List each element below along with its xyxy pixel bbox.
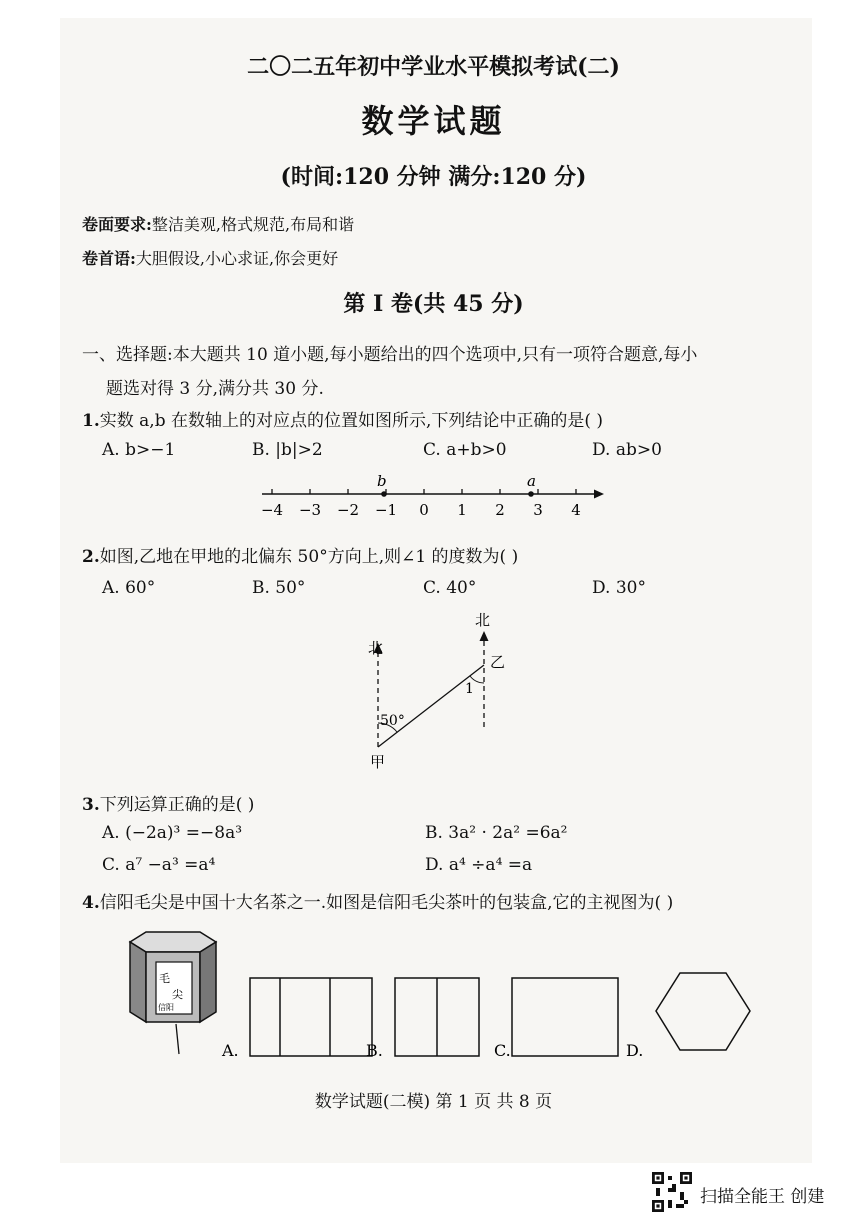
exam-header: 二〇二五年初中学业水平模拟考试(二)	[247, 54, 620, 80]
question-4	[82, 888, 673, 913]
angle-label-50: 50°	[380, 713, 405, 729]
section-title: 第 I 卷(共 45 分)	[343, 291, 524, 317]
q1-option-a[interactable]: A. b>−1	[102, 440, 176, 460]
tea-box-image	[130, 932, 216, 1054]
tea-box-figure	[0, 922, 867, 1062]
question-number: 4.	[82, 893, 100, 913]
paper-requirement	[82, 212, 354, 235]
question-stem: 如图,乙地在甲地的北偏东 50°方向上,则∠1 的度数为( )	[99, 547, 519, 567]
question-stem: 下列运算正确的是( )	[99, 795, 255, 815]
north-label-right: 北	[475, 611, 491, 629]
q1-option-c[interactable]: C. a+b>0	[423, 440, 507, 460]
question-number: 3.	[82, 795, 100, 815]
angle-label-1: 1	[465, 681, 474, 697]
number-line-tick-label: −3	[298, 501, 322, 519]
q2-option-d[interactable]: D. 30°	[592, 578, 646, 598]
requirement-label: 卷面要求:	[82, 215, 152, 234]
part1-instruction-line2: 题选对得 3 分,满分共 30 分.	[106, 379, 324, 399]
page-footer: 数学试题(二模) 第 1 页 共 8 页	[314, 1092, 553, 1112]
point-b-dot	[381, 491, 387, 497]
q3-option-d[interactable]: D. a⁴ ÷a⁴ =a	[425, 855, 533, 875]
box-text-jian: 尖	[172, 988, 183, 1001]
question-3	[82, 790, 254, 815]
point-a-dot	[528, 491, 534, 497]
motto-text: 大胆假设,小心求证,你会更好	[135, 249, 339, 268]
q2-option-c[interactable]: C. 40°	[423, 578, 477, 598]
q2-option-a[interactable]: A. 60°	[102, 578, 156, 598]
q2-option-b[interactable]: B. 50°	[252, 578, 306, 598]
question-stem: 实数 a,b 在数轴上的对应点的位置如图所示,下列结论中正确的是( )	[99, 411, 604, 431]
question-number: 2.	[82, 547, 100, 567]
view-c	[512, 978, 618, 1056]
scanner-watermark: 扫描全能王 创建	[700, 1187, 825, 1207]
north-label-left: 北	[368, 639, 384, 657]
q3-option-b[interactable]: B. 3a² · 2a² =6a²	[425, 823, 568, 843]
point-b-label: b	[377, 472, 387, 490]
question-1	[82, 406, 603, 431]
number-line-tick-label: 4	[571, 501, 581, 519]
view-d	[656, 973, 750, 1050]
bearing-line	[378, 665, 484, 747]
number-line-tick-label: 2	[495, 501, 505, 519]
number-line-arrow	[594, 490, 604, 499]
time-limit: (时间:120 分钟 满分:120 分)	[280, 164, 587, 190]
motto-label: 卷首语:	[82, 249, 136, 268]
q4-option-c[interactable]: C.	[494, 1041, 511, 1060]
box-text-xinyang: 信阳	[158, 1003, 174, 1012]
place-jia: 甲	[370, 753, 386, 771]
page-title: 数学试题	[361, 102, 506, 140]
view-a	[250, 978, 372, 1056]
north-arrow-right	[480, 631, 489, 641]
box-text-mao: 毛	[159, 972, 170, 985]
q4-option-a[interactable]: A.	[222, 1041, 239, 1060]
part1-instruction-line1: 一、选择题:本大题共 10 道小题,每小题给出的四个选项中,只有一项符合题意,每小	[82, 345, 698, 365]
q1-option-d[interactable]: D. ab>0	[592, 440, 662, 460]
question-number: 1.	[82, 411, 100, 431]
number-line-tick-label: −2	[336, 501, 360, 519]
number-line-tick-label: −4	[260, 501, 284, 519]
q4-option-d[interactable]: D.	[626, 1041, 644, 1060]
q4-option-b[interactable]: B.	[366, 1041, 383, 1060]
q3-option-a[interactable]: A. (−2a)³ =−8a³	[102, 823, 243, 843]
number-line-tick-label: 0	[419, 501, 429, 519]
point-a-label: a	[527, 472, 536, 490]
q1-option-b[interactable]: B. |b|>2	[252, 440, 323, 460]
place-yi: 乙	[490, 653, 506, 671]
paper-motto	[82, 246, 338, 269]
number-line-tick-label: 3	[533, 501, 543, 519]
question-stem: 信阳毛尖是中国十大名茶之一.如图是信阳毛尖茶叶的包装盒,它的主视图为( )	[99, 893, 674, 913]
direction-figure	[0, 605, 867, 775]
qr-code-icon	[652, 1172, 692, 1212]
number-line-tick-label: 1	[457, 501, 467, 519]
number-line-tick-label: −1	[374, 501, 398, 519]
requirement-text: 整洁美观,格式规范,布局和谐	[151, 215, 355, 234]
q3-option-c[interactable]: C. a⁷ −a³ =a⁴	[102, 855, 216, 875]
question-2	[82, 542, 518, 567]
number-line-figure	[0, 470, 867, 526]
